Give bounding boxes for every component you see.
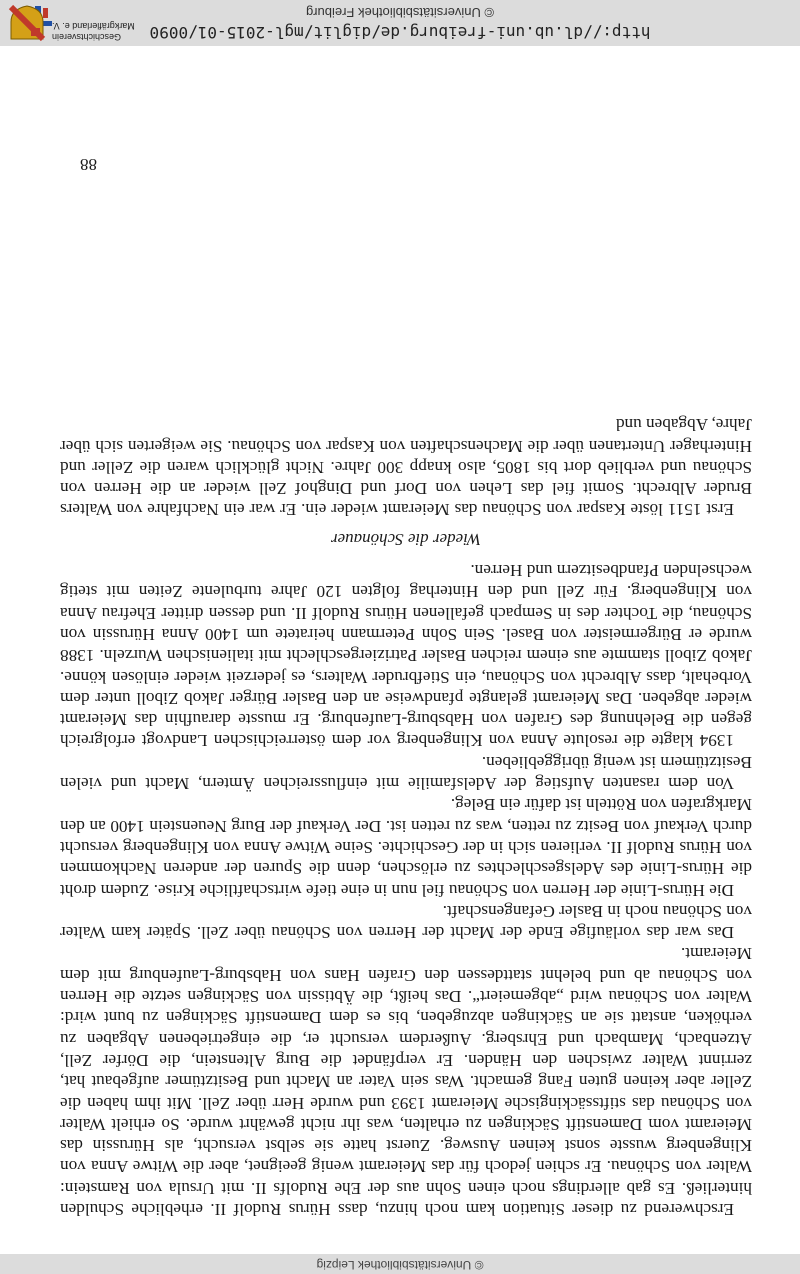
page-number: 88 <box>80 155 97 174</box>
paragraph-3: Die Hürus-Linie der Herren von Schönau fiel nun in eine tiefe wirtschaftliche Krise. Zudem droht die Hürus-Linie des Adelsgeschlechtes zu erlöschen, denn die Spuren der anderen Nachkommen von Hürus Rudolf II. verlieren sich in der Geschichte. Seine Witwe Anna von Klingenberg versucht durch Verkauf von Besitz zu retten, was zu retten ist. Der Verkauf der Burg Neuenstein 1400 an den Markgrafen von Rötteln ist dafür ein Beleg. <box>60 795 752 900</box>
paragraph-2: Das war das vorläufige Ende der Macht der Herren von Schönau über Zell. Später kam Walter von Schönau noch in Basler Gefangenschaft. <box>60 901 752 943</box>
association-crest-icon <box>8 4 46 42</box>
paragraph-4: Von dem rasanten Aufstieg der Adelsfamilie mit einflussreichen Ämtern, Macht und vielen Besitztümern ist wenig übriggeblieben. <box>60 752 752 794</box>
viewer-top-bar <box>0 0 800 46</box>
document-page <box>40 140 770 1220</box>
association-name: Geschichtsverein Markgräflerland e. V. <box>52 21 135 42</box>
paragraph-6: Erst 1511 löste Kaspar von Schönau das Meieramt wieder ein. Er war ein Nachfahre von Walters Bruder Albrecht. Somit fiel das Lehen von Dorf und Dinghof Zell wieder an die Herren von Schönau und verblieb dort bis 1805, also knapp 300 Jahre. Nicht glücklich waren die Zeller und Hinterhager Untertanen über die Machenschaften von Kaspar von Schönau. Sie weigerten sich über Jahre, Abgaben und <box>60 415 752 520</box>
bottom-bar-rotated <box>0 1254 800 1274</box>
viewer-bottom-bar <box>0 1254 800 1274</box>
bottom-copyright: © Universitätsbibliothek Leipzig <box>316 1258 484 1272</box>
copyright-notice: © Universitätsbibliothek Freiburg <box>305 5 495 20</box>
section-heading: Wieder die Schönauer <box>330 529 482 549</box>
paragraph-5: 1394 klagte die resolute Anna von Klingenberg vor dem österreichischen Landvogt erfolgreich gegen die Belehnung des Grafen von Habsburg-Laufenburg. Er musste daraufhin das Meieramt wieder abgeben. Das Meieramt gelangte pfandweise an den Basler Bürger Jakob Ziboll unter dem Vorbehalt, dass Albrecht von Schönau, ein Stiefbruder Walters, es jederzeit wieder einlösen könne. Jakob Ziboll stammte aus einem reichen Basler Patriziergeschlecht mit italienischen Wurzeln. 1388 wurde er Bürgermeister von Basel. Sein Sohn Petermann heiratete um 1400 Anna Hürussin von Schönau, die Tochter des in Sempach gefallenen Hürus Rudolf II. und dessen dritter Ehefrau Anna von Klingenberg. Für Zell und den Hinterhag folgten 120 Jahre turbulente Zeiten mit stetig wechselnden Pfandbesitzern und Herren. <box>60 561 752 751</box>
footer-rotated <box>0 0 800 46</box>
paragraph-1: Erschwerend zu dieser Situation kam noch hinzu, dass Hürus Rudolf II. erhebliche Schulden hinterließ. Es gab allerdings noch einen Sohn aus der Ehe Rudolfs II. mit Ursula von Ramstein: Walter von Schönau. Er schien jedoch für das Meieramt wenig geeignet, aber die Witwe Anna von Klingenberg wusste sonst keinen Ausweg. Zuerst hatte sie selbst versucht, als Hürussin das Meieramt vom Damenstift Säckingen zu erhalten, was ihr nicht gewährt wurde. So erhielt Walter von Schönau das stiftssäckingische Meieramt 1393 und wurde Herr über Zell. Mit ihm haben die Zeller aber keinen guten Fang gemacht. Was sein Vater an Macht und Besitztümer aufgebaut hat, zerrinnt Walter zwischen den Händen. Er verpfändet die Burg Altenstein, die Dörfer Zell, Atzenbach, Mambach und Ehrsberg. Außerdem versucht er, die eingetriebenen Abgaben zu verhöken, anstatt sie an Säckingen abzugeben, bis es dem Damenstift Säckingen zu bunt wird: Walter von Schönau wird „abgemeiert“. Das heißt, die Äbtissin von Säckingen setzte die Herren von Schönau ab und belehnt stattdessen den Grafen Hans von Habsburg-Laufenburg mit dem Meieramt. <box>60 944 752 1219</box>
source-url[interactable]: http://dl.ub.uni-freiburg.de/diglit/mgl-2015-01/0090 <box>149 23 651 42</box>
page-body <box>60 414 752 1220</box>
